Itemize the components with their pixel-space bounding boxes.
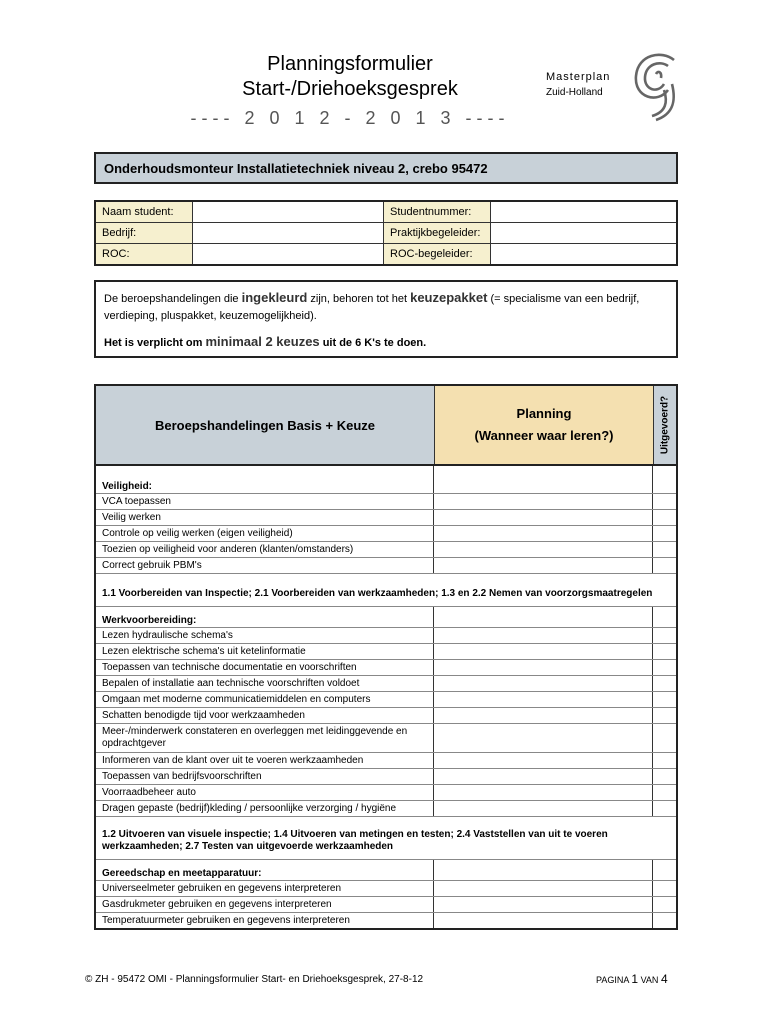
label-praktijkbegeleider: Praktijkbegeleider: xyxy=(384,223,491,244)
uitgevoerd-cell[interactable] xyxy=(653,708,676,723)
field-naam-student[interactable] xyxy=(193,201,384,223)
planning-cell[interactable] xyxy=(434,708,653,723)
uitgevoerd-cell[interactable] xyxy=(653,676,676,691)
logo-text-line1: Masterplan xyxy=(546,71,611,83)
field-bedrijf[interactable] xyxy=(193,223,384,244)
task-label: Informeren van de klant over uit te voeren werkzaamheden xyxy=(96,753,434,768)
page-indicator xyxy=(596,972,668,986)
note-highlight-minimaal: minimaal 2 keuzes xyxy=(205,334,320,349)
planning-cell[interactable] xyxy=(434,542,653,557)
task-label: Correct gebruik PBM's xyxy=(96,558,434,573)
uitgevoerd-cell[interactable] xyxy=(653,558,676,573)
note-text: uit de 6 K's te doen. xyxy=(319,337,427,349)
col-header-planning-title: Planning xyxy=(516,406,572,421)
uitgevoerd-cell[interactable] xyxy=(653,510,676,525)
col-header-beroepshandelingen: Beroepshandelingen Basis + Keuze xyxy=(96,386,435,464)
uitgevoerd-cell[interactable] xyxy=(653,753,676,768)
uitgevoerd-cell[interactable] xyxy=(653,644,676,659)
table-row xyxy=(96,557,676,573)
label-roc: ROC: xyxy=(95,244,193,266)
section-heading-werkvoorbereiding xyxy=(96,606,676,627)
field-roc[interactable] xyxy=(193,244,384,266)
col-header-planning-sub: (Wanneer waar leren?) xyxy=(474,428,614,443)
section-heading-text: Veiligheid: xyxy=(96,480,434,493)
spacer-row xyxy=(96,466,676,480)
planning-cell[interactable] xyxy=(434,676,653,691)
task-label: VCA toepassen xyxy=(96,494,434,509)
label-studentnummer: Studentnummer: xyxy=(384,201,491,223)
task-label: Temperatuurmeter gebruiken en gegevens interpreteren xyxy=(96,913,434,928)
task-label: Toezien op veiligheid voor anderen (klanten/omstanders) xyxy=(96,542,434,557)
col-header-uitgevoerd xyxy=(654,386,676,464)
task-label: Omgaan met moderne communicatiemiddelen en computers xyxy=(96,692,434,707)
section-heading-veiligheid xyxy=(96,480,676,493)
page-of-label: VAN xyxy=(640,975,659,985)
note-highlight-keuzepakket: keuzepakket xyxy=(410,290,488,305)
student-info-table xyxy=(94,200,678,266)
label-roc-begeleider: ROC-begeleider: xyxy=(384,244,491,266)
field-roc-begeleider[interactable] xyxy=(491,244,678,266)
task-label: Lezen elektrische schema's uit ketelinformatie xyxy=(96,644,434,659)
planning-cell[interactable] xyxy=(434,724,653,752)
grid-header xyxy=(96,386,676,466)
note-paragraph-2 xyxy=(104,333,668,352)
uitgevoerd-cell[interactable] xyxy=(653,913,676,928)
task-label: Gasdrukmeter gebruiken en gegevens interpreteren xyxy=(96,897,434,912)
task-label: Veilig werken xyxy=(96,510,434,525)
instruction-note xyxy=(94,280,678,358)
field-praktijkbegeleider[interactable] xyxy=(491,223,678,244)
table-row xyxy=(96,896,676,912)
page-number: 1 xyxy=(631,972,639,986)
planning-cell[interactable] xyxy=(434,913,653,928)
planning-cell[interactable] xyxy=(434,881,653,896)
table-row xyxy=(96,880,676,896)
table-row xyxy=(96,525,676,541)
section-heading-text: Gereedschap en meetapparatuur: xyxy=(96,860,434,880)
table-row xyxy=(96,752,676,768)
section-heading-gereedschap xyxy=(96,859,676,880)
section-heading-text: Werkvoorbereiding: xyxy=(96,607,434,627)
table-row xyxy=(96,627,676,643)
label-bedrijf: Bedrijf: xyxy=(95,223,193,244)
note-text: zijn, behoren tot het xyxy=(307,293,411,305)
note-paragraph-1 xyxy=(104,289,668,325)
qualification-heading: Onderhoudsmonteur Installatietechniek niveau 2, crebo 95472 xyxy=(94,152,678,184)
competence-k2: 1.2 Uitvoeren van visuele inspectie; 1.4 Uitvoeren van metingen en testen; 2.4 Vaststellen van uit te voeren werkzaamheden; 2.7 Testen van uitgevoerde werkzaamheden xyxy=(96,816,676,859)
table-row xyxy=(96,800,676,816)
uitgevoerd-cell[interactable] xyxy=(653,801,676,816)
planning-grid xyxy=(94,384,678,930)
table-row xyxy=(96,659,676,675)
uitgevoerd-cell[interactable] xyxy=(653,785,676,800)
table-row xyxy=(96,541,676,557)
task-label: Controle op veilig werken (eigen veiligheid) xyxy=(96,526,434,541)
planning-cell[interactable] xyxy=(434,628,653,643)
label-naam-student: Naam student: xyxy=(95,201,193,223)
planning-cell[interactable] xyxy=(434,494,653,509)
planning-cell[interactable] xyxy=(434,785,653,800)
uitgevoerd-cell[interactable] xyxy=(653,542,676,557)
task-label: Bepalen of installatie aan technische voorschriften voldoet xyxy=(96,676,434,691)
planning-cell[interactable] xyxy=(434,769,653,784)
task-label: Toepassen van bedrijfsvoorschriften xyxy=(96,769,434,784)
masterplan-logo-icon xyxy=(628,50,684,122)
footer-text: © ZH - 95472 OMI - Planningsformulier Start- en Driehoeksgesprek, 27-8-12 xyxy=(85,974,424,985)
task-label: Lezen hydraulische schema's xyxy=(96,628,434,643)
uitgevoerd-cell[interactable] xyxy=(653,881,676,896)
page-total: 4 xyxy=(660,972,668,986)
task-label: Schatten benodigde tijd voor werkzaamheden xyxy=(96,708,434,723)
table-row xyxy=(96,691,676,707)
task-label: Toepassen van technische documentatie en voorschriften xyxy=(96,660,434,675)
note-highlight-ingekleurd: ingekleurd xyxy=(241,290,308,305)
note-text: (= specialisme van een bedrijf, verdieping, pluspakket, keuzemogelijkheid). xyxy=(104,293,640,322)
planning-cell[interactable] xyxy=(434,644,653,659)
table-row xyxy=(96,493,676,509)
table-row xyxy=(96,643,676,659)
planning-cell[interactable] xyxy=(434,558,653,573)
table-row xyxy=(96,723,676,752)
page-label: PAGINA xyxy=(596,975,629,985)
table-row xyxy=(96,509,676,525)
planning-cell[interactable] xyxy=(434,753,653,768)
note-text: De beroepshandelingen die xyxy=(104,293,242,305)
field-studentnummer[interactable] xyxy=(491,201,678,223)
uitgevoerd-cell[interactable] xyxy=(653,769,676,784)
table-row xyxy=(96,912,676,928)
table-row xyxy=(96,675,676,691)
task-label: Universeelmeter gebruiken en gegevens interpreteren xyxy=(96,881,434,896)
table-row xyxy=(96,784,676,800)
task-label: Voorraadbeheer auto xyxy=(96,785,434,800)
planning-cell[interactable] xyxy=(434,897,653,912)
uitgevoerd-cell[interactable] xyxy=(653,628,676,643)
uitgevoerd-cell[interactable] xyxy=(653,494,676,509)
logo-text-line2: Zuid-Holland xyxy=(546,87,603,98)
uitgevoerd-cell[interactable] xyxy=(653,897,676,912)
planning-cell[interactable] xyxy=(434,660,653,675)
school-years: ---- 2 0 1 2 - 2 0 1 3 ---- xyxy=(190,108,510,128)
task-label: Dragen gepaste (bedrijf)kleding / persoonlijke verzorging / hygiëne xyxy=(96,801,434,816)
uitgevoerd-cell[interactable] xyxy=(653,692,676,707)
page-subtitle: Start-/Driehoeksgesprek xyxy=(242,78,458,100)
page-title: Planningsformulier xyxy=(267,53,433,75)
planning-cell[interactable] xyxy=(434,801,653,816)
col-header-planning xyxy=(435,386,654,464)
col-header-uitgevoerd-label: Uitgevoerd? xyxy=(659,395,671,455)
task-label: Meer-/minderwerk constateren en overleggen met leidinggevende en opdrachtgever xyxy=(96,724,434,752)
note-text: Het is verplicht om xyxy=(104,337,206,349)
table-row xyxy=(96,768,676,784)
planning-cell[interactable] xyxy=(434,510,653,525)
planning-cell[interactable] xyxy=(434,692,653,707)
uitgevoerd-cell[interactable] xyxy=(653,526,676,541)
uitgevoerd-cell[interactable] xyxy=(653,660,676,675)
table-row xyxy=(96,707,676,723)
planning-cell[interactable] xyxy=(434,526,653,541)
competence-k1: 1.1 Voorbereiden van Inspectie; 2.1 Voorbereiden van werkzaamheden; 1.3 en 2.2 Nemen van voorzorgsmaatregelen xyxy=(96,573,676,606)
uitgevoerd-cell[interactable] xyxy=(653,724,676,752)
